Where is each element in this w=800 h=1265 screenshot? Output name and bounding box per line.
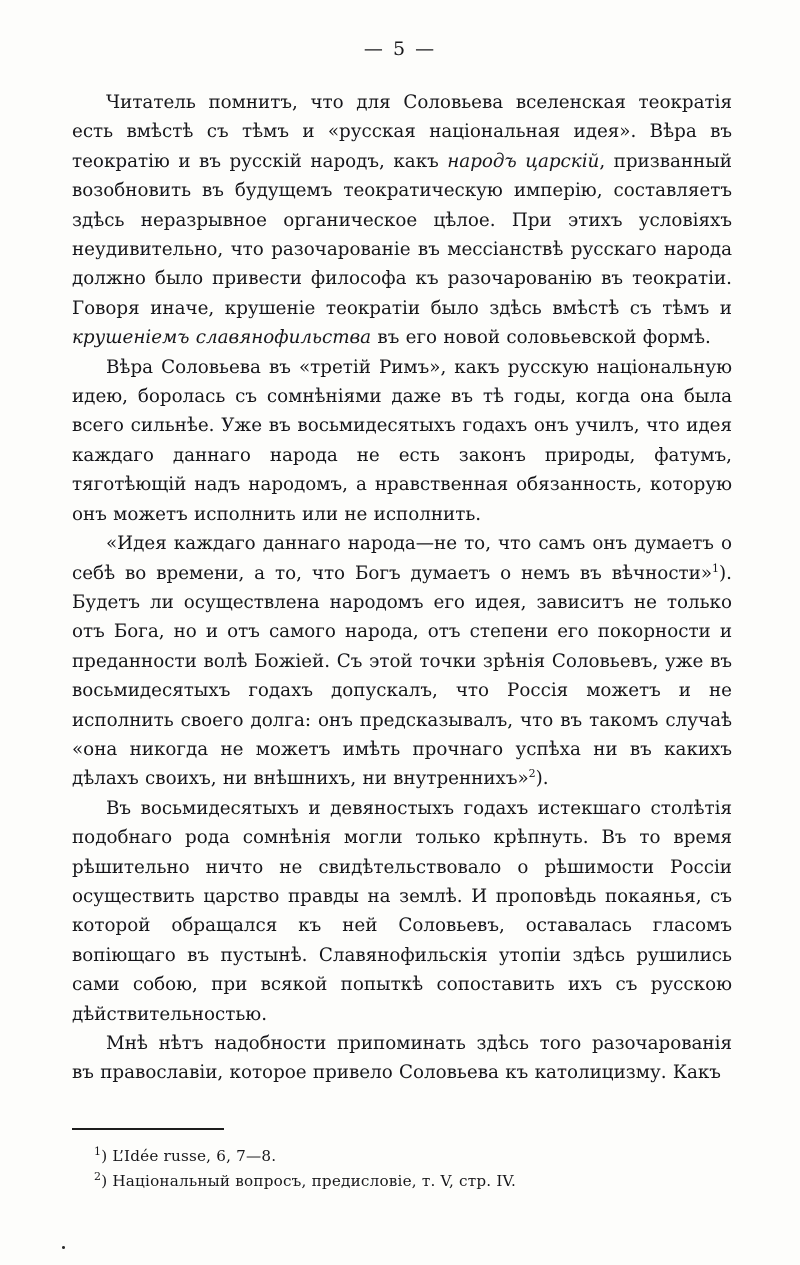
footnote-separator-rule bbox=[72, 1128, 224, 1130]
footnote-reference[interactable]: 2 bbox=[528, 767, 536, 781]
footnote-reference[interactable]: 1 bbox=[712, 561, 720, 575]
paragraph: «Идея каждаго даннаго народа—не то, что самъ онъ думаетъ о себѣ во времени, а то, что Богъ думаетъ о немъ въ вѣчности»$^1$). Будетъ ли осуществлена народомъ его идея, зависитъ не только отъ Бога, но и отъ самого народа, отъ степени его покорности и преданности волѣ Божіей. Съ этой точки зрѣнія Соловьевъ, уже въ восьмидесятыхъ годахъ допускалъ, что Россія можетъ и не исполнить своего долга: онъ предсказывалъ, что въ такомъ случаѣ «она никогда не можетъ имѣть прочнаго успѣха ни въ какихъ дѣлахъ своихъ, ни внѣшнихъ, ни внутреннихъ»$^2$). bbox=[72, 533, 732, 790]
footnote-item: $^1$) L’Idée russe, 6, 7—8. bbox=[94, 1144, 277, 1165]
page-corner-mark bbox=[62, 1246, 65, 1249]
page-number: — 5 — bbox=[363, 38, 437, 60]
paragraph: Въ восьмидесятыхъ и девяностыхъ годахъ истекшаго столѣтія подобнаго рода сомнѣнія могли только крѣпнуть. Въ то время рѣшительно ничто не свидѣтельствовало о рѣшимости Россіи осуществить царство правды на землѣ. И проповѣдь покаянья, съ которой обращался къ ней Соловьевъ, оставалась гласомъ вопіющаго въ пустынѣ. Славянофильскія утопіи здѣсь рушились сами собою, при всякой попыткѣ сопоставить ихъ съ русскою дѣйствительностью. bbox=[72, 797, 732, 1025]
footnote-marker: 1 bbox=[94, 1144, 102, 1158]
footnote-item: $^2$) Національный вопросъ, предисловіе, т. V, стр. IV. bbox=[94, 1169, 517, 1190]
paragraph: Читатель помнитъ, что для Соловьева вселенская теократія есть вмѣстѣ съ тѣмъ и «русская національная идея». Вѣра въ теократію и въ русскій народъ, какъ народъ царскій, призванный возобновить въ будущемъ теократическую имперію, составляетъ здѣсь неразрывное органическое цѣлое. При этихъ условіяхъ неудивительно, что разочарованіе въ мессіанствѣ русскаго народа должно было привести философа къ разочарованію въ теократіи. Говоря иначе, крушеніе теократіи было здѣсь вмѣстѣ съ тѣмъ и крушеніемъ славянофильства въ его новой соловьевской формѣ. bbox=[72, 92, 732, 349]
footnote-marker: 2 bbox=[94, 1169, 102, 1183]
emphasised-phrase: народъ царскій bbox=[447, 150, 600, 172]
paragraph: Вѣра Соловьева въ «третій Римъ», какъ русскую національную идею, боролась съ сомнѣніями даже въ тѣ годы, когда она была всего сильнѣе. Уже въ восьмидесятыхъ годахъ онъ училъ, что идея каждаго даннаго народа не есть законъ природы, фатумъ, тяготѣющій надъ народомъ, а нравственная обязанность, которую онъ можетъ исполнить или не исполнить. bbox=[72, 356, 732, 525]
body-text-block bbox=[72, 88, 732, 1088]
footnote-area bbox=[72, 1128, 732, 1194]
emphasised-phrase: крушеніемъ славянофильства bbox=[72, 327, 372, 349]
paragraph: Мнѣ нѣтъ надобности припоминать здѣсь того разочарованія въ православіи, которое привело Соловьева къ католицизму. Какъ bbox=[72, 1033, 732, 1084]
